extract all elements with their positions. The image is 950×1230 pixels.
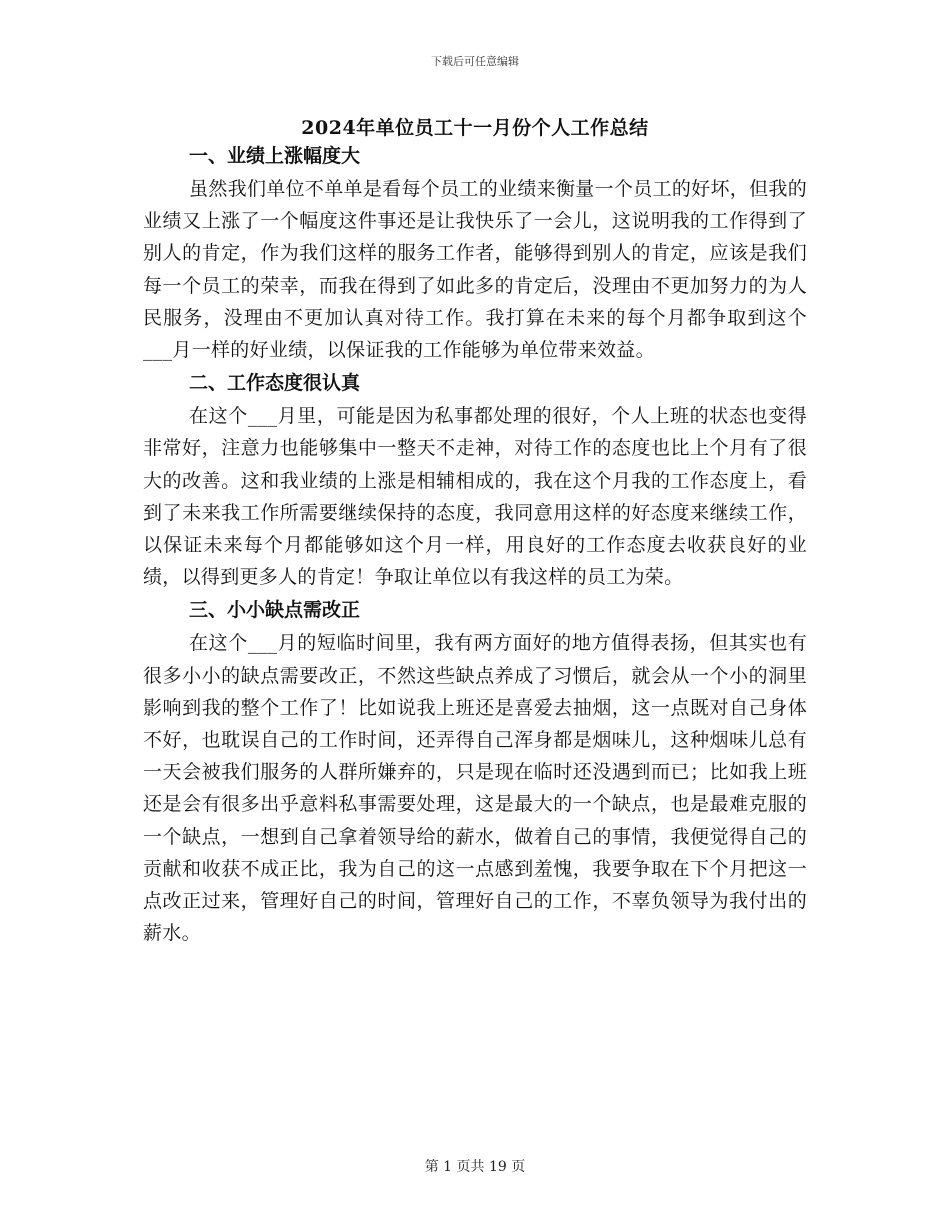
section-paragraph: 在这个___月的短临时间里，我有两方面好的地方值得表扬，但其实也有很多小小的缺点需要改正，不然这些缺点养成了习惯后，就会从一个小的洞里影响到我的整个工作了！比如说我上班还是喜爱去抽烟，这一点既对自己身体不好，也耽误自己的工作时间，还弄得自己浑身都是烟味儿，这种烟味儿总有一天会被我们服务的人群所嫌弃的，只是现在临时还没遇到而已；比如我上班还是会有很多出乎意料私事需要处理，这是最大的一个缺点，也是最难克服的一个缺点，一想到自己拿着领导给的薪水，做着自己的事情，我便觉得自己的贡献和收获不成正比，我为自己的这一点感到羞愧，我要争取在下个月把这一点改正过来，管理好自己的时间，管理好自己的工作，不辜负领导为我付出的薪水。 xyxy=(143,632,807,945)
section-2 xyxy=(143,366,807,593)
section-3 xyxy=(143,593,807,949)
page-header-note: 下载后可任意编辑 xyxy=(431,55,519,68)
page-number-footer: 第 1 页共 19 页 xyxy=(424,1159,526,1175)
document-body xyxy=(143,139,807,949)
section-1 xyxy=(143,139,807,366)
section-heading: 三、小小缺点需改正 xyxy=(189,599,361,622)
section-paragraph: 虽然我们单位不单单是看每个员工的业绩来衡量一个员工的好坏，但我的业绩又上涨了一个幅度这件事还是让我快乐了一会儿，这说明我的工作得到了别人的肯定，作为我们这样的服务工作者，能够得到别人的肯定，应该是我们每一个员工的荣幸，而我在得到了如此多的肯定后，没理由不更加努力的为人民服务，没理由不更加认真对待工作。我打算在未来的每个月都争取到这个___月一样的好业绩，以保证我的工作能够为单位带来效益。 xyxy=(143,178,807,362)
section-paragraph: 在这个___月里，可能是因为私事都处理的很好，个人上班的状态也变得非常好，注意力也能够集中一整天不走神，对待工作的态度也比上个月有了很大的改善。这和我业绩的上涨是相辅相成的，我在这个月我的工作态度上，看到了未来我工作所需要继续保持的态度，我同意用这样的好态度来继续工作，以保证未来每个月都能够如这个月一样，用良好的工作态度去收获良好的业绩，以得到更多人的肯定！争取让单位以有我这样的员工为荣。 xyxy=(143,405,807,589)
document-title: 2024年单位员工十一月份个人工作总结 xyxy=(301,117,649,139)
section-heading: 一、业绩上涨幅度大 xyxy=(189,145,361,167)
section-heading: 二、工作态度很认真 xyxy=(189,372,361,395)
